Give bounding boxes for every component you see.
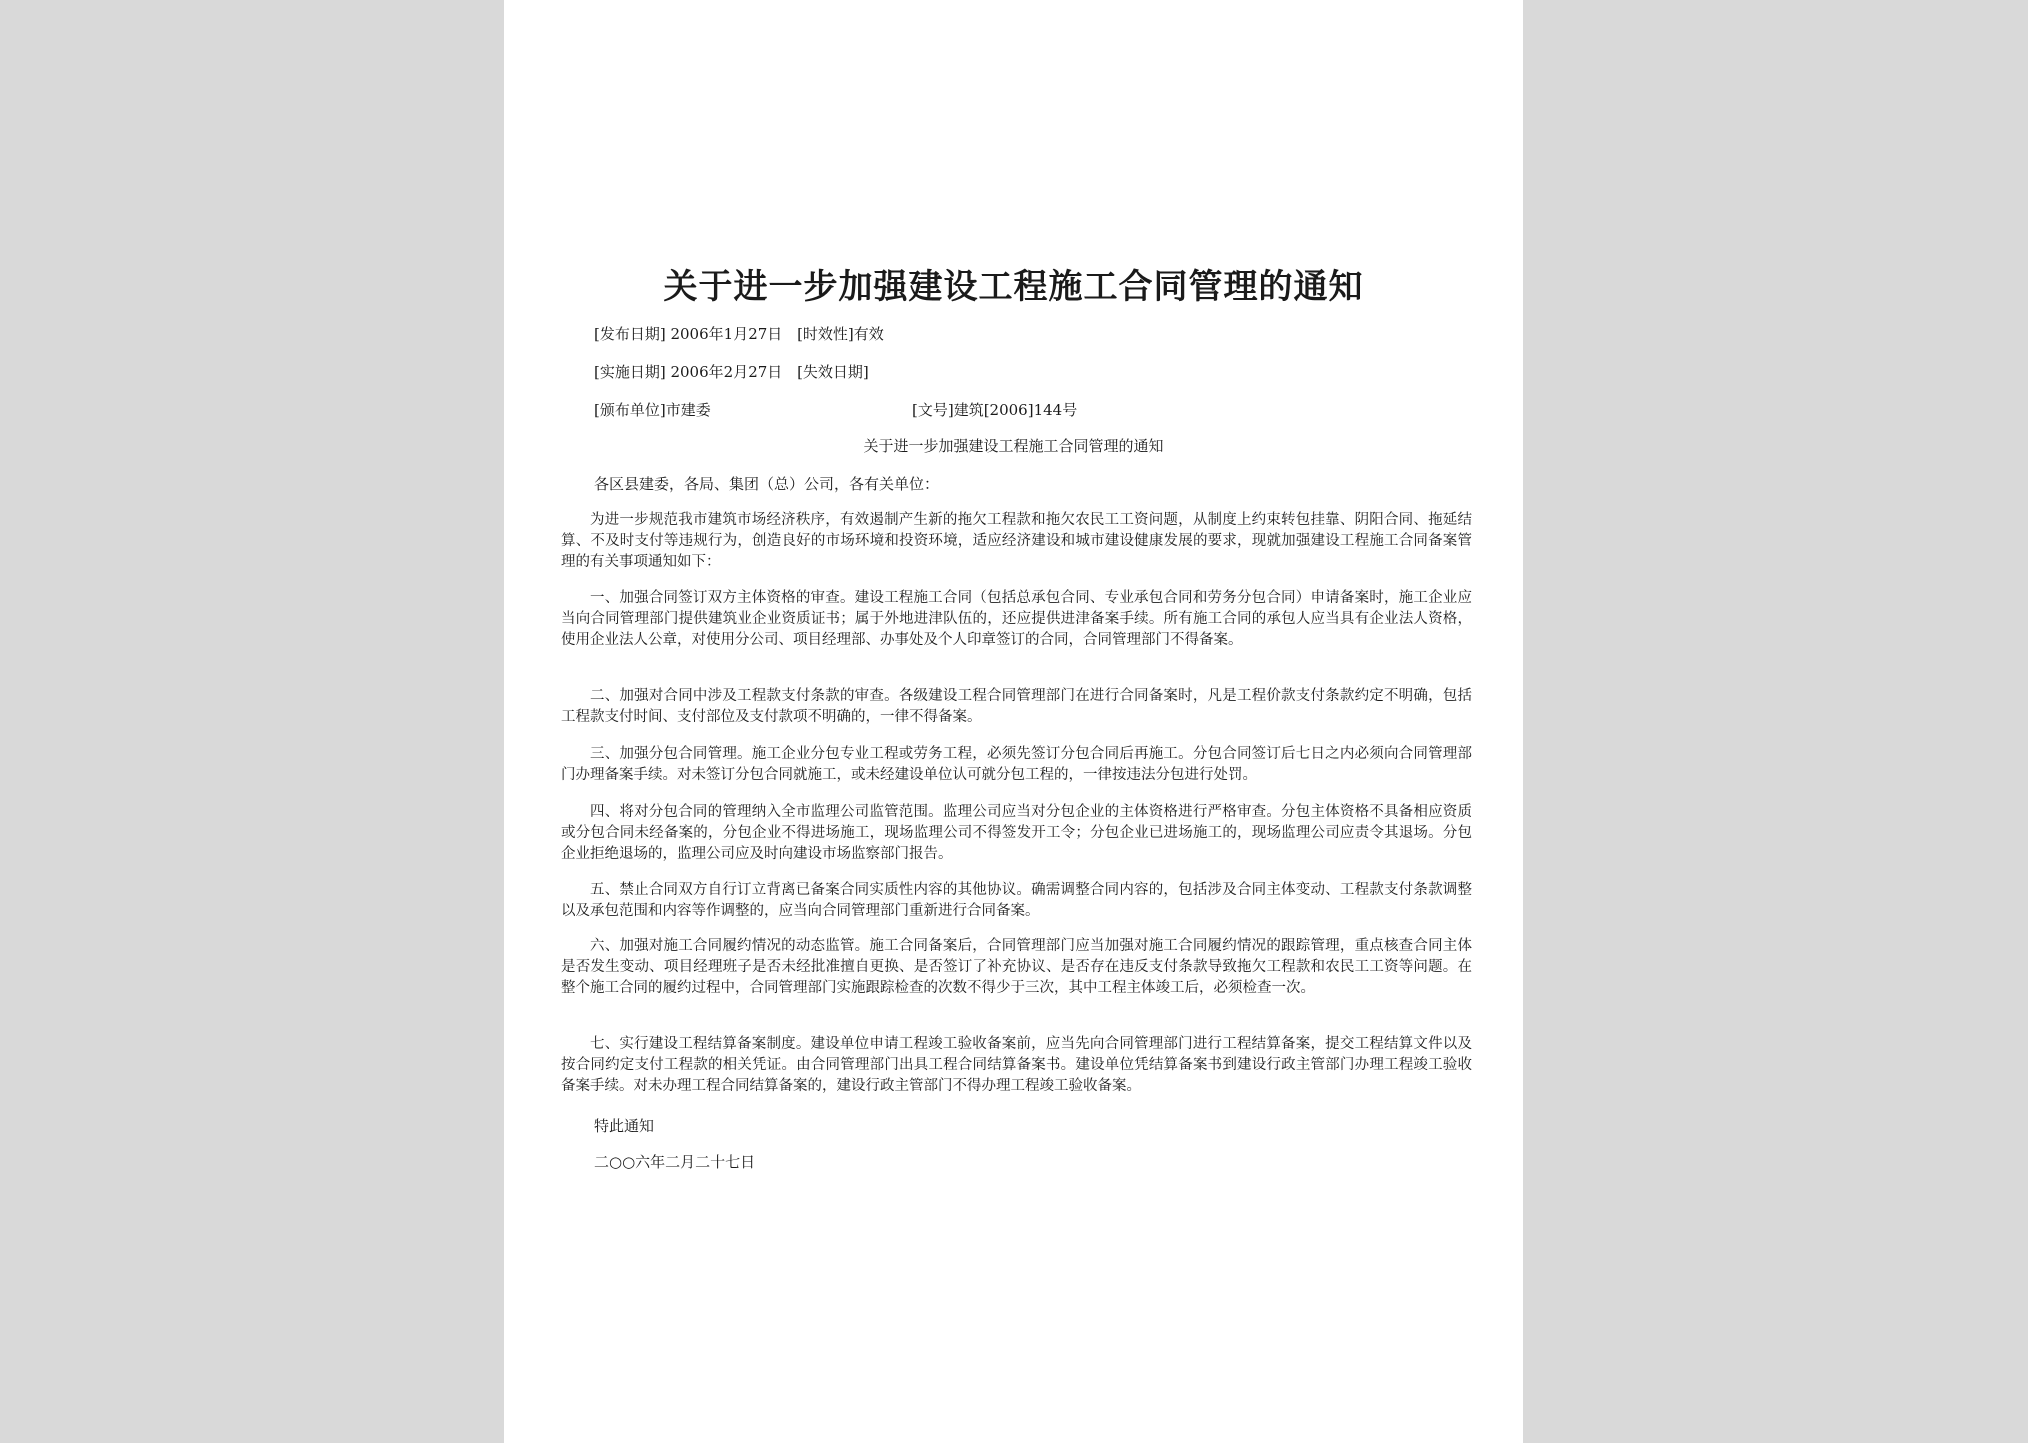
paragraph-4: 四、将对分包合同的管理纳入全市监理公司监管范围。监理公司应当对分包企业的主体资格进行严格审查。分包主体资格不具备相应资质或分包合同未经备案的，分包企业不得进场施工，现场监理公司不得签发开工令；分包企业已进场施工的，现场监理公司应责令其退场。分包企业拒绝退场的，监理公司应及时向建设市场监察部门报告。 [561, 804, 1472, 862]
publish-date: [发布日期] 2006年1月27日 [594, 325, 783, 343]
salutation: 各区县建委，各局、集团（总）公司，各有关单位： [594, 475, 940, 493]
paragraph-2: 二、加强对合同中涉及工程款支付条款的审查。各级建设工程合同管理部门在进行合同备案时，凡是工程价款支付条款约定不明确，包括工程款支付时间、支付部位及支付款项不明确的，一律不得备案。 [561, 688, 1472, 725]
closing: 特此通知 [594, 1117, 655, 1135]
issuer: [颁布单位]市建委 [594, 401, 711, 419]
paragraph-5: 五、禁止合同双方自行订立背离已备案合同实质性内容的其他协议。确需调整合同内容的，包括涉及合同主体变动、工程款支付条款调整以及承包范围和内容等作调整的，应当向合同管理部门重新进行合同备案。 [561, 882, 1472, 919]
paragraph-6: 六、加强对施工合同履约情况的动态监管。施工合同备案后，合同管理部门应当加强对施工合同履约情况的跟踪管理，重点核查合同主体是否发生变动、项目经理班子是否未经批准擅自更换、是否签订了补充协议、是否存在违反支付条款导致拖欠工程款和农民工工资等问题。在整个施工合同的履约过程中，合同管理部门实施跟踪检查的次数不得少于三次，其中工程主体竣工后，必须检查一次。 [561, 938, 1472, 996]
paragraph-1: 一、加强合同签订双方主体资格的审查。建设工程施工合同（包括总承包合同、专业承包合同和劳务分包合同）申请备案时，施工企业应当向合同管理部门提供建筑业企业资质证书；属于外地进津队伍的，还应提供进津备案手续。所有施工合同的承包人应当具有企业法人资格，使用企业法人公章，对使用分公司、项目经理部、办事处及个人印章签订的合同，合同管理部门不得备案。 [561, 590, 1472, 648]
document-page [504, 0, 1523, 1443]
effective-date: [实施日期] 2006年2月27日 [594, 363, 783, 381]
paragraph-3: 三、加强分包合同管理。施工企业分包专业工程或劳务工程，必须先签订分包合同后再施工。分包合同签订后七日之内必须向合同管理部门办理备案手续。对未签订分包合同就施工，或未经建设单位认可就分包工程的，一律按违法分包进行处罚。 [561, 746, 1472, 783]
meta-row-2 [594, 361, 869, 383]
expiry-date: [失效日期] [797, 363, 869, 381]
document-subtitle: 关于进一步加强建设工程施工合同管理的通知 [863, 437, 1164, 455]
document-date: 二○○六年二月二十七日 [594, 1153, 756, 1171]
document-title: 关于进一步加强建设工程施工合同管理的通知 [663, 267, 1364, 307]
paragraph-intro: 为进一步规范我市建筑市场经济秩序，有效遏制产生新的拖欠工程款和拖欠农民工工资问题，从制度上约束转包挂靠、阴阳合同、拖延结算、不及时支付等违规行为，创造良好的市场环境和投资环境，适应经济建设和城市建设健康发展的要求，现就加强建设工程施工合同备案管理的有关事项通知如下： [561, 512, 1472, 570]
validity: [时效性]有效 [797, 325, 884, 343]
meta-row-1 [594, 323, 884, 345]
paragraph-7: 七、实行建设工程结算备案制度。建设单位申请工程竣工验收备案前，应当先向合同管理部门进行工程结算备案，提交工程结算文件以及按合同约定支付工程款的相关凭证。由合同管理部门出具工程合同结算备案书。建设单位凭结算备案书到建设行政主管部门办理工程竣工验收备案手续。对未办理工程合同结算备案的，建设行政主管部门不得办理工程竣工验收备案。 [561, 1036, 1472, 1094]
doc-number: [文号]建筑[2006]144号 [912, 401, 1078, 419]
